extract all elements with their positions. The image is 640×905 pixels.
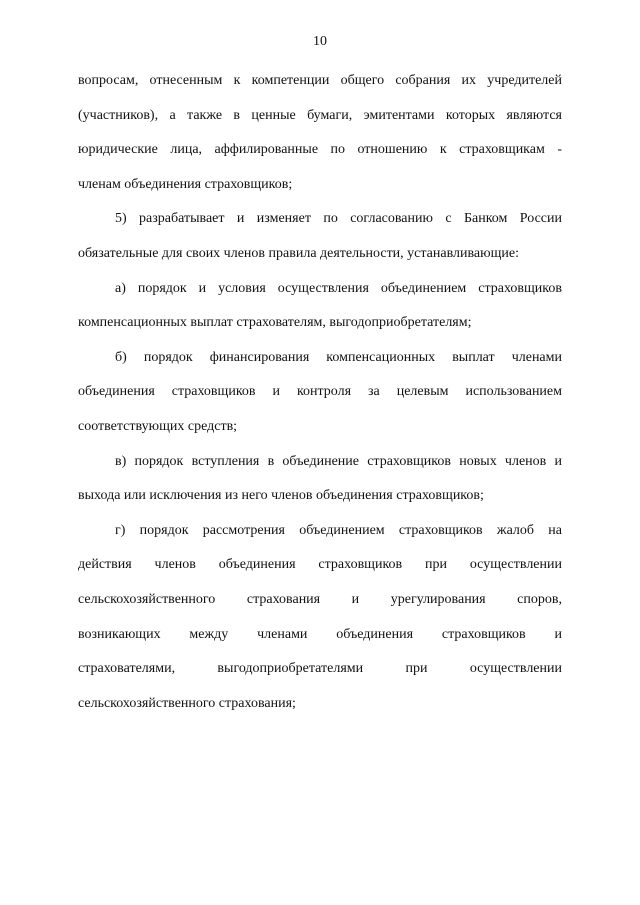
paragraph	[78, 64, 562, 202]
text-line: компенсационных выплат страхователям, выгодоприобретателям;	[78, 315, 472, 331]
text-line: членам объединения страховщиков;	[78, 176, 293, 192]
paragraph	[78, 341, 562, 445]
text-line: сельскохозяйственного страхования и урегулирования споров,	[78, 591, 562, 607]
text-line: соответствующих средств;	[78, 418, 238, 434]
document-body	[78, 64, 562, 721]
paragraph	[78, 202, 562, 271]
text-line: в) порядок вступления в объединение страховщиков новых членов и	[115, 453, 562, 469]
text-line: страхователями, выгодоприобретателями при осуществлении	[78, 661, 562, 677]
text-line: сельскохозяйственного страхования;	[78, 695, 296, 711]
text-line: г) порядок рассмотрения объединением страховщиков жалоб на	[115, 522, 562, 538]
text-line: юридические лица, аффилированные по отношению к страховщикам -	[78, 142, 562, 158]
text-line: (участников), а также в ценные бумаги, эмитентами которых являются	[78, 107, 562, 123]
text-line: возникающих между членами объединения страховщиков и	[78, 626, 562, 642]
text-line: обязательные для своих членов правила деятельности, устанавливающие:	[78, 245, 519, 261]
text-line: объединения страховщиков и контроля за целевым использованием	[78, 384, 562, 400]
text-line: действия членов объединения страховщиков при осуществлении	[78, 557, 562, 573]
text-line: выхода или исключения из него членов объединения страховщиков;	[78, 488, 484, 504]
text-line: 5) разрабатывает и изменяет по согласованию с Банком России	[115, 211, 562, 227]
page-number: 10	[313, 34, 327, 49]
paragraph	[78, 445, 562, 514]
paragraph	[78, 272, 562, 341]
text-line: а) порядок и условия осуществления объединением страховщиков	[115, 280, 562, 296]
text-line: б) порядок финансирования компенсационных выплат членами	[115, 349, 562, 365]
text-line: вопросам, отнесенным к компетенции общего собрания их учредителей	[78, 73, 562, 88]
paragraph	[78, 514, 562, 722]
